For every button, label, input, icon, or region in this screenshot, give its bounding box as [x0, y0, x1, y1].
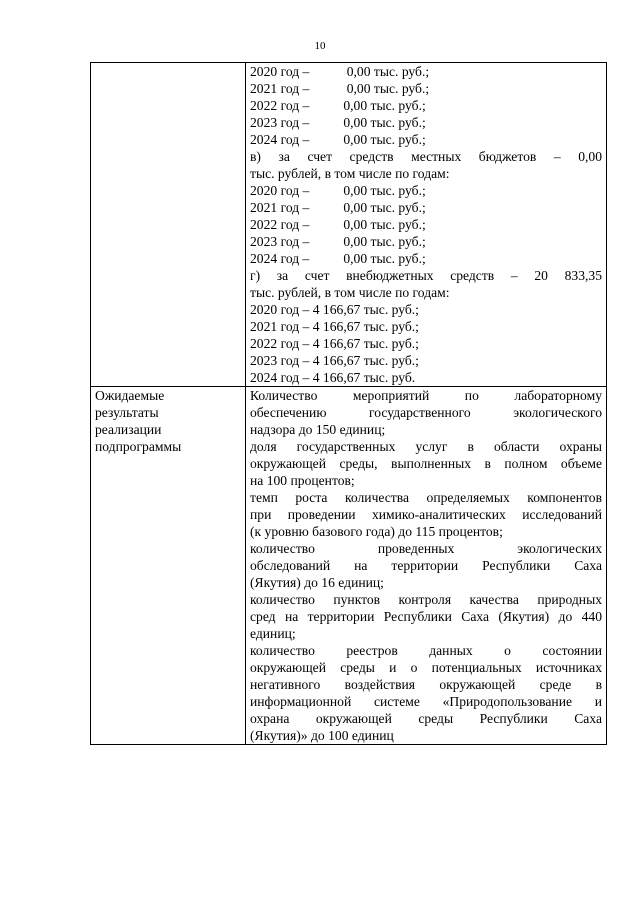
results-cell: [246, 387, 607, 745]
funding-line: 2021 год – 4 166,67 тыс. руб.;: [250, 319, 419, 334]
results-row: [91, 387, 607, 745]
results-line: единиц;: [250, 626, 296, 641]
funding-label-cell: [91, 63, 246, 387]
results-label-line: результаты: [95, 405, 159, 420]
results-line: на 100 процентов;: [250, 473, 355, 488]
results-line: (к уровню базового года) до 115 процентов;: [250, 524, 503, 539]
local-budget-heading: в) за счет средств местных бюджетов – 0,00: [250, 149, 602, 164]
funding-line: 2023 год – 0,00 тыс. руб.;: [250, 234, 426, 249]
funding-cell: [246, 63, 607, 387]
results-line: при проведении химико-аналитических исследований: [250, 507, 602, 522]
results-line: количество проведенных экологических: [250, 541, 602, 556]
results-line: (Якутия) до 16 единиц;: [250, 575, 384, 590]
results-line: обследований на территории Республики Саха: [250, 558, 602, 573]
results-label-line: Ожидаемые: [95, 388, 165, 403]
results-line: Количество мероприятий по лабораторному: [250, 388, 602, 403]
funding-line: 2022 год – 0,00 тыс. руб.;: [250, 98, 426, 113]
extrabudget-heading-cont: тыс. рублей, в том числе по годам:: [250, 285, 450, 300]
results-line: информационной системе «Природопользование и: [250, 694, 602, 709]
funding-line: 2023 год – 4 166,67 тыс. руб.;: [250, 353, 419, 368]
funding-line: 2022 год – 4 166,67 тыс. руб.;: [250, 336, 419, 351]
results-label-line: реализации: [95, 422, 162, 437]
results-line: окружающей среды и о потенциальных источниках: [250, 660, 602, 675]
results-label-line: подпрограммы: [95, 439, 182, 454]
results-line: (Якутия)» до 100 единиц: [250, 728, 394, 743]
local-budget-heading-cont: тыс. рублей, в том числе по годам:: [250, 166, 450, 181]
funding-line: 2024 год – 4 166,67 тыс. руб.: [250, 370, 416, 385]
funding-line: 2020 год – 0,00 тыс. руб.;: [250, 183, 426, 198]
results-line: охрана окружающей среды Республики Саха: [250, 711, 602, 726]
funding-line: 2021 год – 0,00 тыс. руб.;: [250, 200, 426, 215]
results-line: обеспечению государственного экологического: [250, 405, 602, 420]
funding-line: 2022 год – 0,00 тыс. руб.;: [250, 217, 426, 232]
funding-line: 2023 год – 0,00 тыс. руб.;: [250, 115, 426, 130]
results-line: окружающей среды, выполненных в полном объеме: [250, 456, 602, 471]
results-label-cell: [91, 387, 246, 745]
page-number: 10: [314, 40, 326, 52]
funding-line: 2024 год – 0,00 тыс. руб.;: [250, 132, 426, 147]
results-line: надзора до 150 единиц;: [250, 422, 386, 437]
funding-line: 2024 год – 0,00 тыс. руб.;: [250, 251, 426, 266]
funding-line: 2020 год – 0,00 тыс. руб.;: [250, 64, 430, 79]
results-line: доля государственных услуг в области охраны: [250, 439, 602, 454]
results-line: негативного воздействия окружающей среде в: [250, 677, 602, 692]
results-line: количество реестров данных о состоянии: [250, 643, 602, 658]
funding-line: 2021 год – 0,00 тыс. руб.;: [250, 81, 430, 96]
results-line: сред на территории Республики Саха (Якутия) до 440: [250, 609, 602, 624]
funding-line: 2020 год – 4 166,67 тыс. руб.;: [250, 302, 419, 317]
extrabudget-heading: г) за счет внебюджетных средств – 20 833,35: [250, 268, 602, 283]
results-line: количество пунктов контроля качества природных: [250, 592, 602, 607]
subprogram-passport-table: [90, 62, 607, 745]
funding-row: [91, 63, 607, 387]
results-line: темп роста количества определяемых компонентов: [250, 490, 602, 505]
